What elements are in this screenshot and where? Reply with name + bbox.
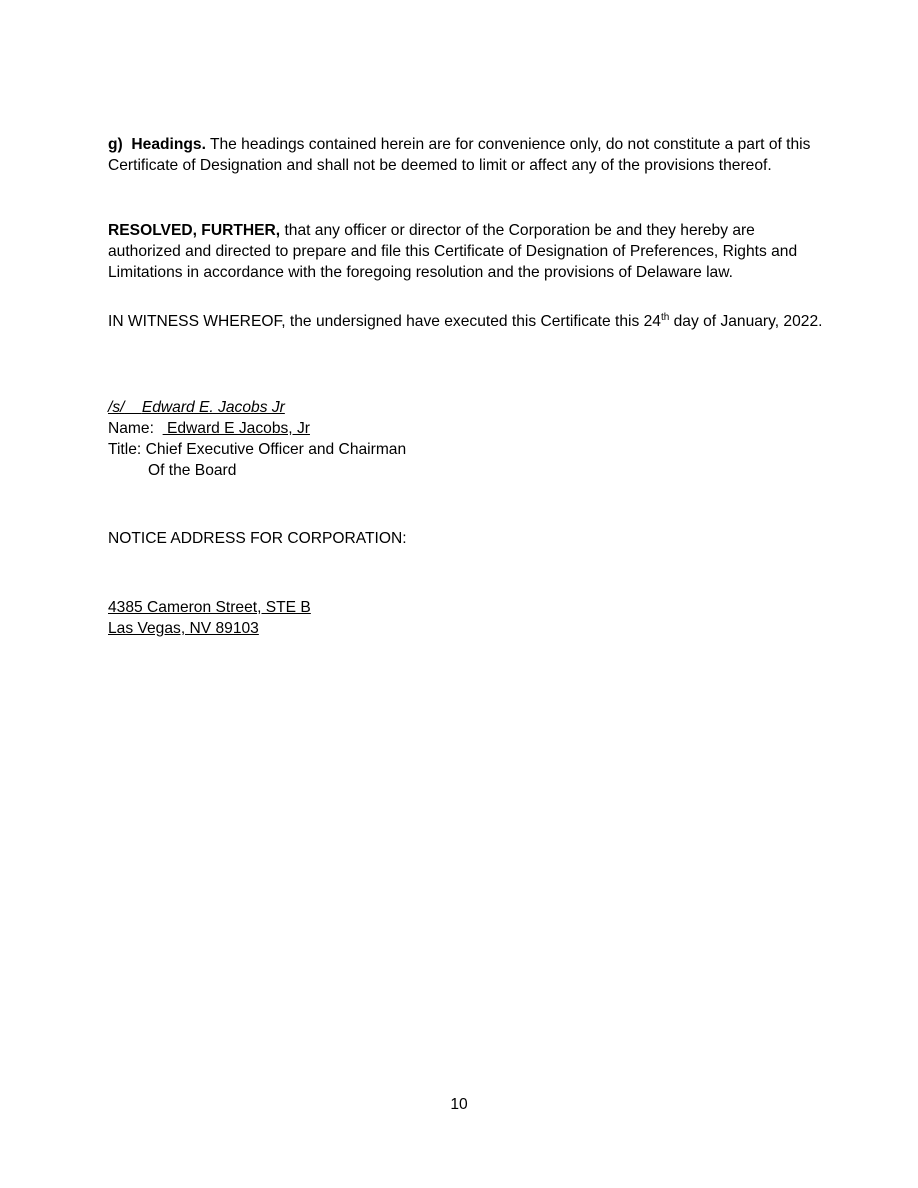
witness-superscript: th bbox=[660, 311, 670, 323]
witness-paragraph bbox=[108, 311, 823, 332]
name-label: Name: bbox=[108, 420, 154, 437]
signature-line bbox=[108, 397, 406, 418]
signature-name: Edward E. Jacobs Jr bbox=[141, 399, 285, 416]
resolved-lead: RESOLVED, FURTHER, bbox=[108, 222, 281, 239]
notice-heading: NOTICE ADDRESS FOR CORPORATION: bbox=[108, 530, 407, 547]
name-value: Edward E Jacobs, Jr bbox=[162, 420, 310, 437]
section-title: Headings. bbox=[131, 136, 206, 153]
section-label: g) bbox=[108, 136, 123, 153]
title-label: Title: bbox=[108, 441, 142, 458]
section-text: The headings contained herein are for convenience only, do not constitute a part of this Certificate of Designation and shall not be deemed to limit or affect any of the provisions thereof. bbox=[108, 136, 811, 174]
title-value: Chief Executive Officer and Chairman bbox=[145, 441, 407, 458]
title-line-continued: Of the Board bbox=[148, 462, 237, 479]
notice-address bbox=[108, 597, 311, 639]
witness-text-after: day of January, 2022. bbox=[669, 313, 823, 330]
witness-text-before: IN WITNESS WHEREOF, the undersigned have executed this Certificate this 24 bbox=[108, 313, 661, 330]
page-number: 10 bbox=[450, 1096, 468, 1113]
signature-slash-s: /s/ bbox=[108, 399, 125, 416]
resolved-text: that any officer or director of the Corporation be and they hereby are authorized and directed to prepare and file this Certificate of Designation of Preferences, Rights and Limitations in accordance with the foregoing resolution and the provisions of Delaware law. bbox=[108, 222, 798, 281]
title-line bbox=[108, 439, 406, 460]
resolved-paragraph bbox=[108, 220, 823, 283]
address-line-2: Las Vegas, NV 89103 bbox=[108, 620, 259, 637]
name-line bbox=[108, 418, 406, 439]
headings-paragraph bbox=[108, 134, 823, 176]
address-line-1: 4385 Cameron Street, STE B bbox=[108, 599, 311, 616]
signature-block bbox=[108, 397, 406, 481]
